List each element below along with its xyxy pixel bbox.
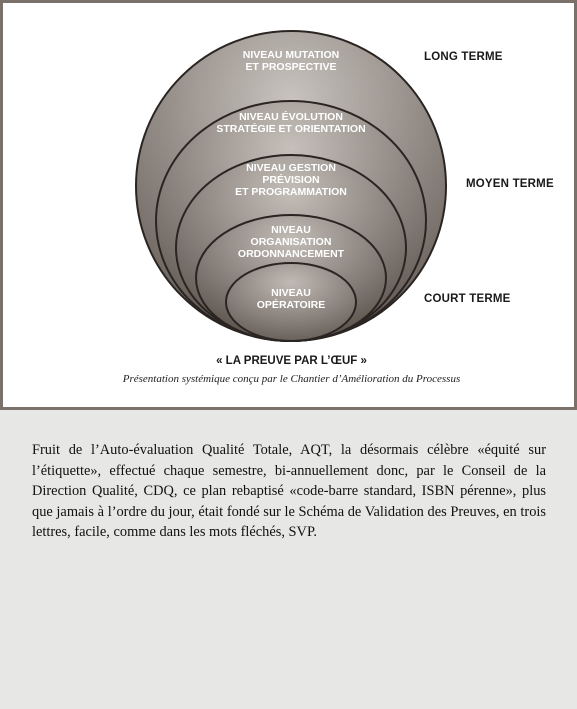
short-term-label: COURT TERME	[424, 293, 511, 305]
level-5-line-1: NIVEAU	[271, 287, 311, 299]
level-3-line-3: ET PROGRAMMATION	[235, 186, 347, 198]
level-2-line-2: STRATÉGIE ET ORIENTATION	[216, 123, 366, 135]
body-paragraph: Fruit de l’Auto-évaluation Qualité Totale, AQT, la désormais célèbre «équité sur l’étiquette», effectué chaque semestre, bi-annuellement donc, par le Conseil de la Direction Qualité, CDQ, ce plan rebaptisé «code-barre standard, ISBN pérenne», plus que jamais à l’ordre du jour, était fondé sur le Schéma de Validation des Preuves, en trois lettres, facile, comme dans les mots fléchés, SVP.	[32, 442, 546, 540]
level-4-line-1: NIVEAU	[271, 224, 311, 236]
long-term-label: LONG TERME	[424, 51, 503, 63]
medium-term-label: MOYEN TERME	[466, 178, 554, 190]
level-3-line-1: NIVEAU GESTION	[246, 162, 336, 174]
level-2-line-1: NIVEAU ÉVOLUTION	[239, 111, 343, 123]
level-1-line-2: ET PROSPECTIVE	[245, 61, 337, 73]
level-5-line-2: OPÉRATOIRE	[256, 299, 326, 311]
level-1-line-1: NIVEAU MUTATION	[242, 49, 340, 61]
nested-ellipses-diagram	[3, 3, 574, 407]
level-4-line-3: ORDONNANCEMENT	[237, 248, 345, 260]
level-4-line-2: ORGANISATION	[250, 236, 332, 248]
figure-caption-title: « LA PREUVE PAR L’ŒUF »	[216, 355, 367, 367]
figure-caption-subtitle: Présentation systémique conçu par le Chantier d’Amélioration du Processus	[122, 373, 461, 385]
level-3-line-2: PRÉVISION	[262, 174, 320, 186]
